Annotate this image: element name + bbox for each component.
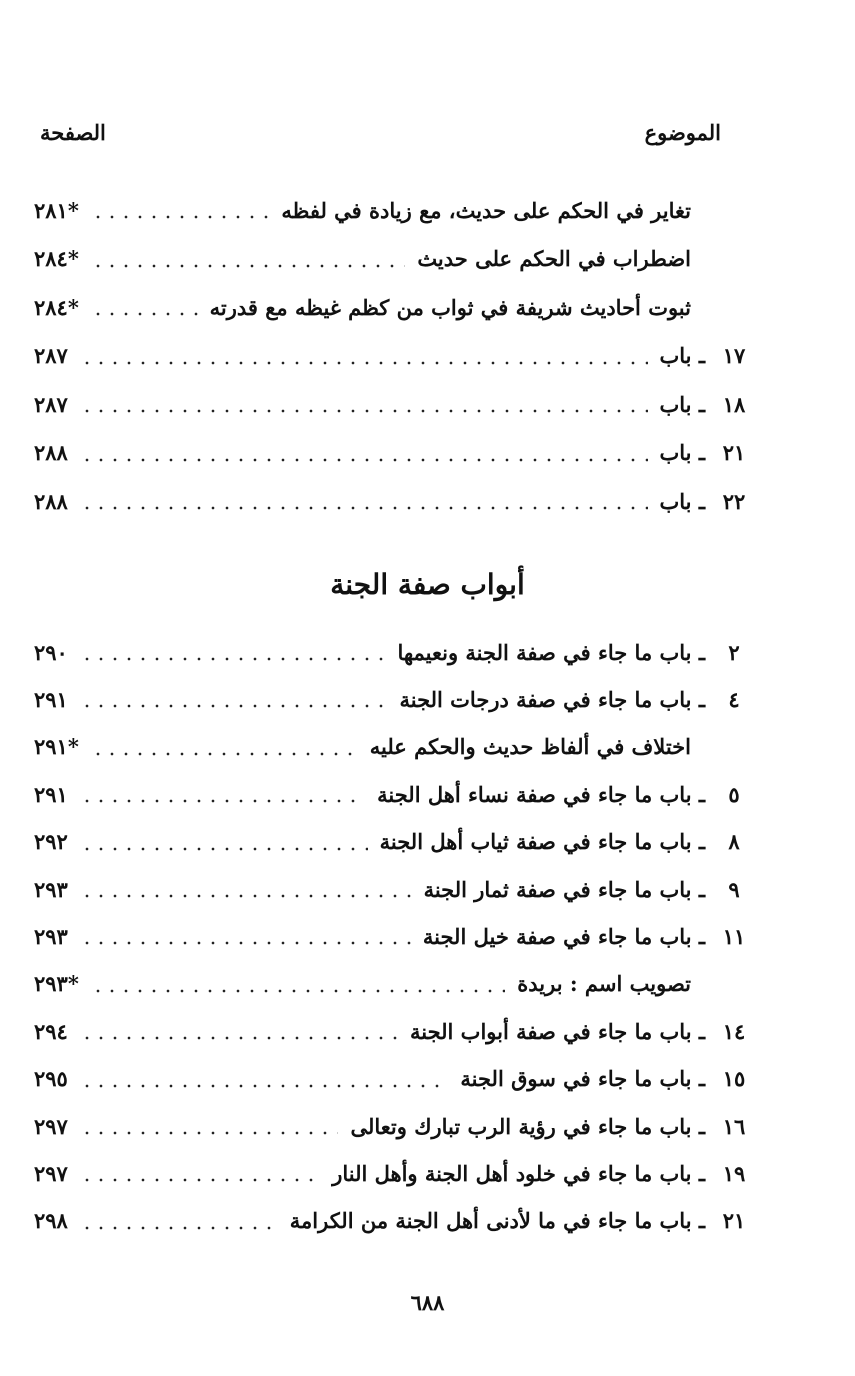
toc-entry	[34, 681, 763, 717]
dot-leader	[91, 264, 405, 268]
dot-leader	[80, 458, 648, 462]
entry-title: ـ باب ما جاء في سوق الجنة	[460, 1066, 705, 1092]
entry-page-number: ٢٩٧	[34, 1160, 68, 1186]
toc-entry	[34, 1155, 763, 1191]
toc-entry	[34, 776, 763, 812]
entry-page-number: ٢٨٨	[34, 488, 68, 514]
topic-column-header: الموضوع	[644, 120, 721, 145]
toc-entry	[34, 824, 763, 860]
entry-page-number: ٢٨٤*	[34, 246, 79, 271]
dot-leader	[80, 799, 365, 803]
entry-title: ـ باب	[659, 391, 705, 417]
entry-number: ١٩	[722, 1160, 746, 1186]
dot-leader	[80, 894, 412, 898]
entry-page-number: ٢٩٨	[34, 1208, 68, 1234]
toc-entry	[34, 289, 763, 325]
toc-entry	[34, 1108, 763, 1144]
entry-title: ـ باب ما جاء في خلود أهل الجنة وأهل النار	[332, 1160, 705, 1186]
section-title: أبواب صفة الجنة	[330, 568, 525, 601]
dot-leader	[80, 1036, 398, 1040]
toc-entry	[34, 918, 763, 954]
entry-page-number: ٢٩٧	[34, 1113, 68, 1139]
entry-number: ١٤	[722, 1018, 746, 1044]
entry-page-number: ٢٨٤*	[34, 294, 79, 320]
dot-leader	[80, 657, 386, 661]
entry-title: تصويب اسم : بريدة	[517, 971, 691, 997]
entry-page-number: ٢٩١	[34, 686, 68, 712]
entry-title: ـ باب ما جاء في ما لأدنى أهل الجنة من الكرامة	[289, 1208, 705, 1234]
entry-number: ٩	[728, 876, 740, 902]
dot-leader	[80, 506, 648, 510]
toc-entry	[34, 192, 763, 228]
toc-entry	[34, 634, 763, 670]
entry-title: ـ باب ما جاء في صفة ثمار الجنة	[423, 876, 705, 902]
toc-entry	[34, 966, 763, 1002]
page-column-header: الصفحة	[40, 120, 106, 145]
entry-title: ـ باب ما جاء في صفة الجنة ونعيمها	[397, 639, 705, 665]
dot-leader	[91, 215, 270, 219]
dot-leader	[80, 847, 368, 851]
dot-leader	[80, 1226, 278, 1230]
dot-leader	[80, 941, 411, 945]
entry-title: ـ باب ما جاء في صفة خيل الجنة	[422, 923, 705, 949]
entry-number: ٢١	[722, 1208, 746, 1234]
toc-entry	[34, 386, 763, 422]
entry-page-number: ٢٨١*	[34, 197, 79, 223]
entry-title: ـ باب	[659, 440, 705, 465]
entry-title: ـ باب	[659, 343, 705, 368]
entry-page-number: ٢٩٢	[34, 829, 68, 855]
entry-page-number: ٢٩٥	[34, 1066, 68, 1092]
entry-title: ـ باب ما جاء في صفة أبواب الجنة	[409, 1018, 705, 1044]
toc-entry	[34, 241, 763, 277]
entry-page-number: ٢٨٧	[34, 343, 68, 368]
entry-title: اختلاف في ألفاظ حديث والحكم عليه	[369, 734, 691, 760]
entry-title: ـ باب ما جاء في صفة نساء أهل الجنة	[377, 781, 705, 807]
entry-title: ثبوت أحاديث شريفة في ثواب من كظم غيظه مع قدرته	[209, 294, 691, 320]
entry-number: ١٥	[722, 1066, 746, 1092]
dot-leader	[80, 409, 648, 413]
entry-title: ـ باب ما جاء في رؤية الرب تبارك وتعالى	[350, 1113, 705, 1139]
entry-page-number: ٢٩٣	[34, 876, 68, 902]
entry-page-number: ٢٨٨	[34, 440, 68, 465]
entry-title: اضطراب في الحكم على حديث	[417, 246, 691, 271]
toc-entry	[34, 1061, 763, 1097]
entry-page-number: ٢٩٠	[34, 639, 68, 665]
entry-number: ٢٢	[722, 488, 746, 514]
footer-page-number: ٦٨٨	[410, 1290, 445, 1315]
entry-title: ـ باب	[659, 488, 705, 514]
entry-title: ـ باب ما جاء في صفة درجات الجنة	[399, 686, 705, 712]
dot-leader	[80, 1178, 320, 1182]
entry-number: ٤	[728, 686, 740, 712]
entry-number: ١٧	[722, 343, 746, 368]
dot-leader	[91, 312, 198, 316]
toc-entry	[34, 1203, 763, 1239]
entry-number: ١١	[722, 923, 746, 949]
entry-page-number: ٢٨٧	[34, 391, 68, 417]
toc-entry	[34, 871, 763, 907]
entry-number: ٢	[728, 639, 740, 665]
entry-number: ٥	[728, 781, 740, 807]
toc-entry	[34, 1013, 763, 1049]
entry-number: ١٦	[722, 1113, 746, 1139]
entry-title: تغاير في الحكم على حديث، مع زيادة في لفظه	[281, 197, 691, 223]
toc-entry	[34, 483, 763, 519]
entry-page-number: ٢٩٣	[34, 923, 68, 949]
dot-leader	[80, 1084, 449, 1088]
dot-leader	[80, 704, 388, 708]
toc-entry	[34, 435, 763, 471]
dot-leader	[91, 989, 505, 993]
entry-page-number: ٢٩١	[34, 781, 68, 807]
entry-page-number: ٢٩١*	[34, 734, 79, 760]
entry-number: ٨	[728, 829, 740, 855]
entry-page-number: ٢٩٤	[34, 1018, 68, 1044]
entry-number: ٢١	[722, 440, 746, 465]
dot-leader	[91, 752, 358, 756]
toc-entry	[34, 338, 763, 374]
dot-leader	[80, 1131, 339, 1135]
dot-leader	[80, 361, 648, 365]
entry-title: ـ باب ما جاء في صفة ثياب أهل الجنة	[379, 829, 705, 855]
entry-number: ١٨	[722, 391, 746, 417]
toc-entry	[34, 729, 763, 765]
entry-page-number: ٢٩٣*	[34, 971, 79, 997]
